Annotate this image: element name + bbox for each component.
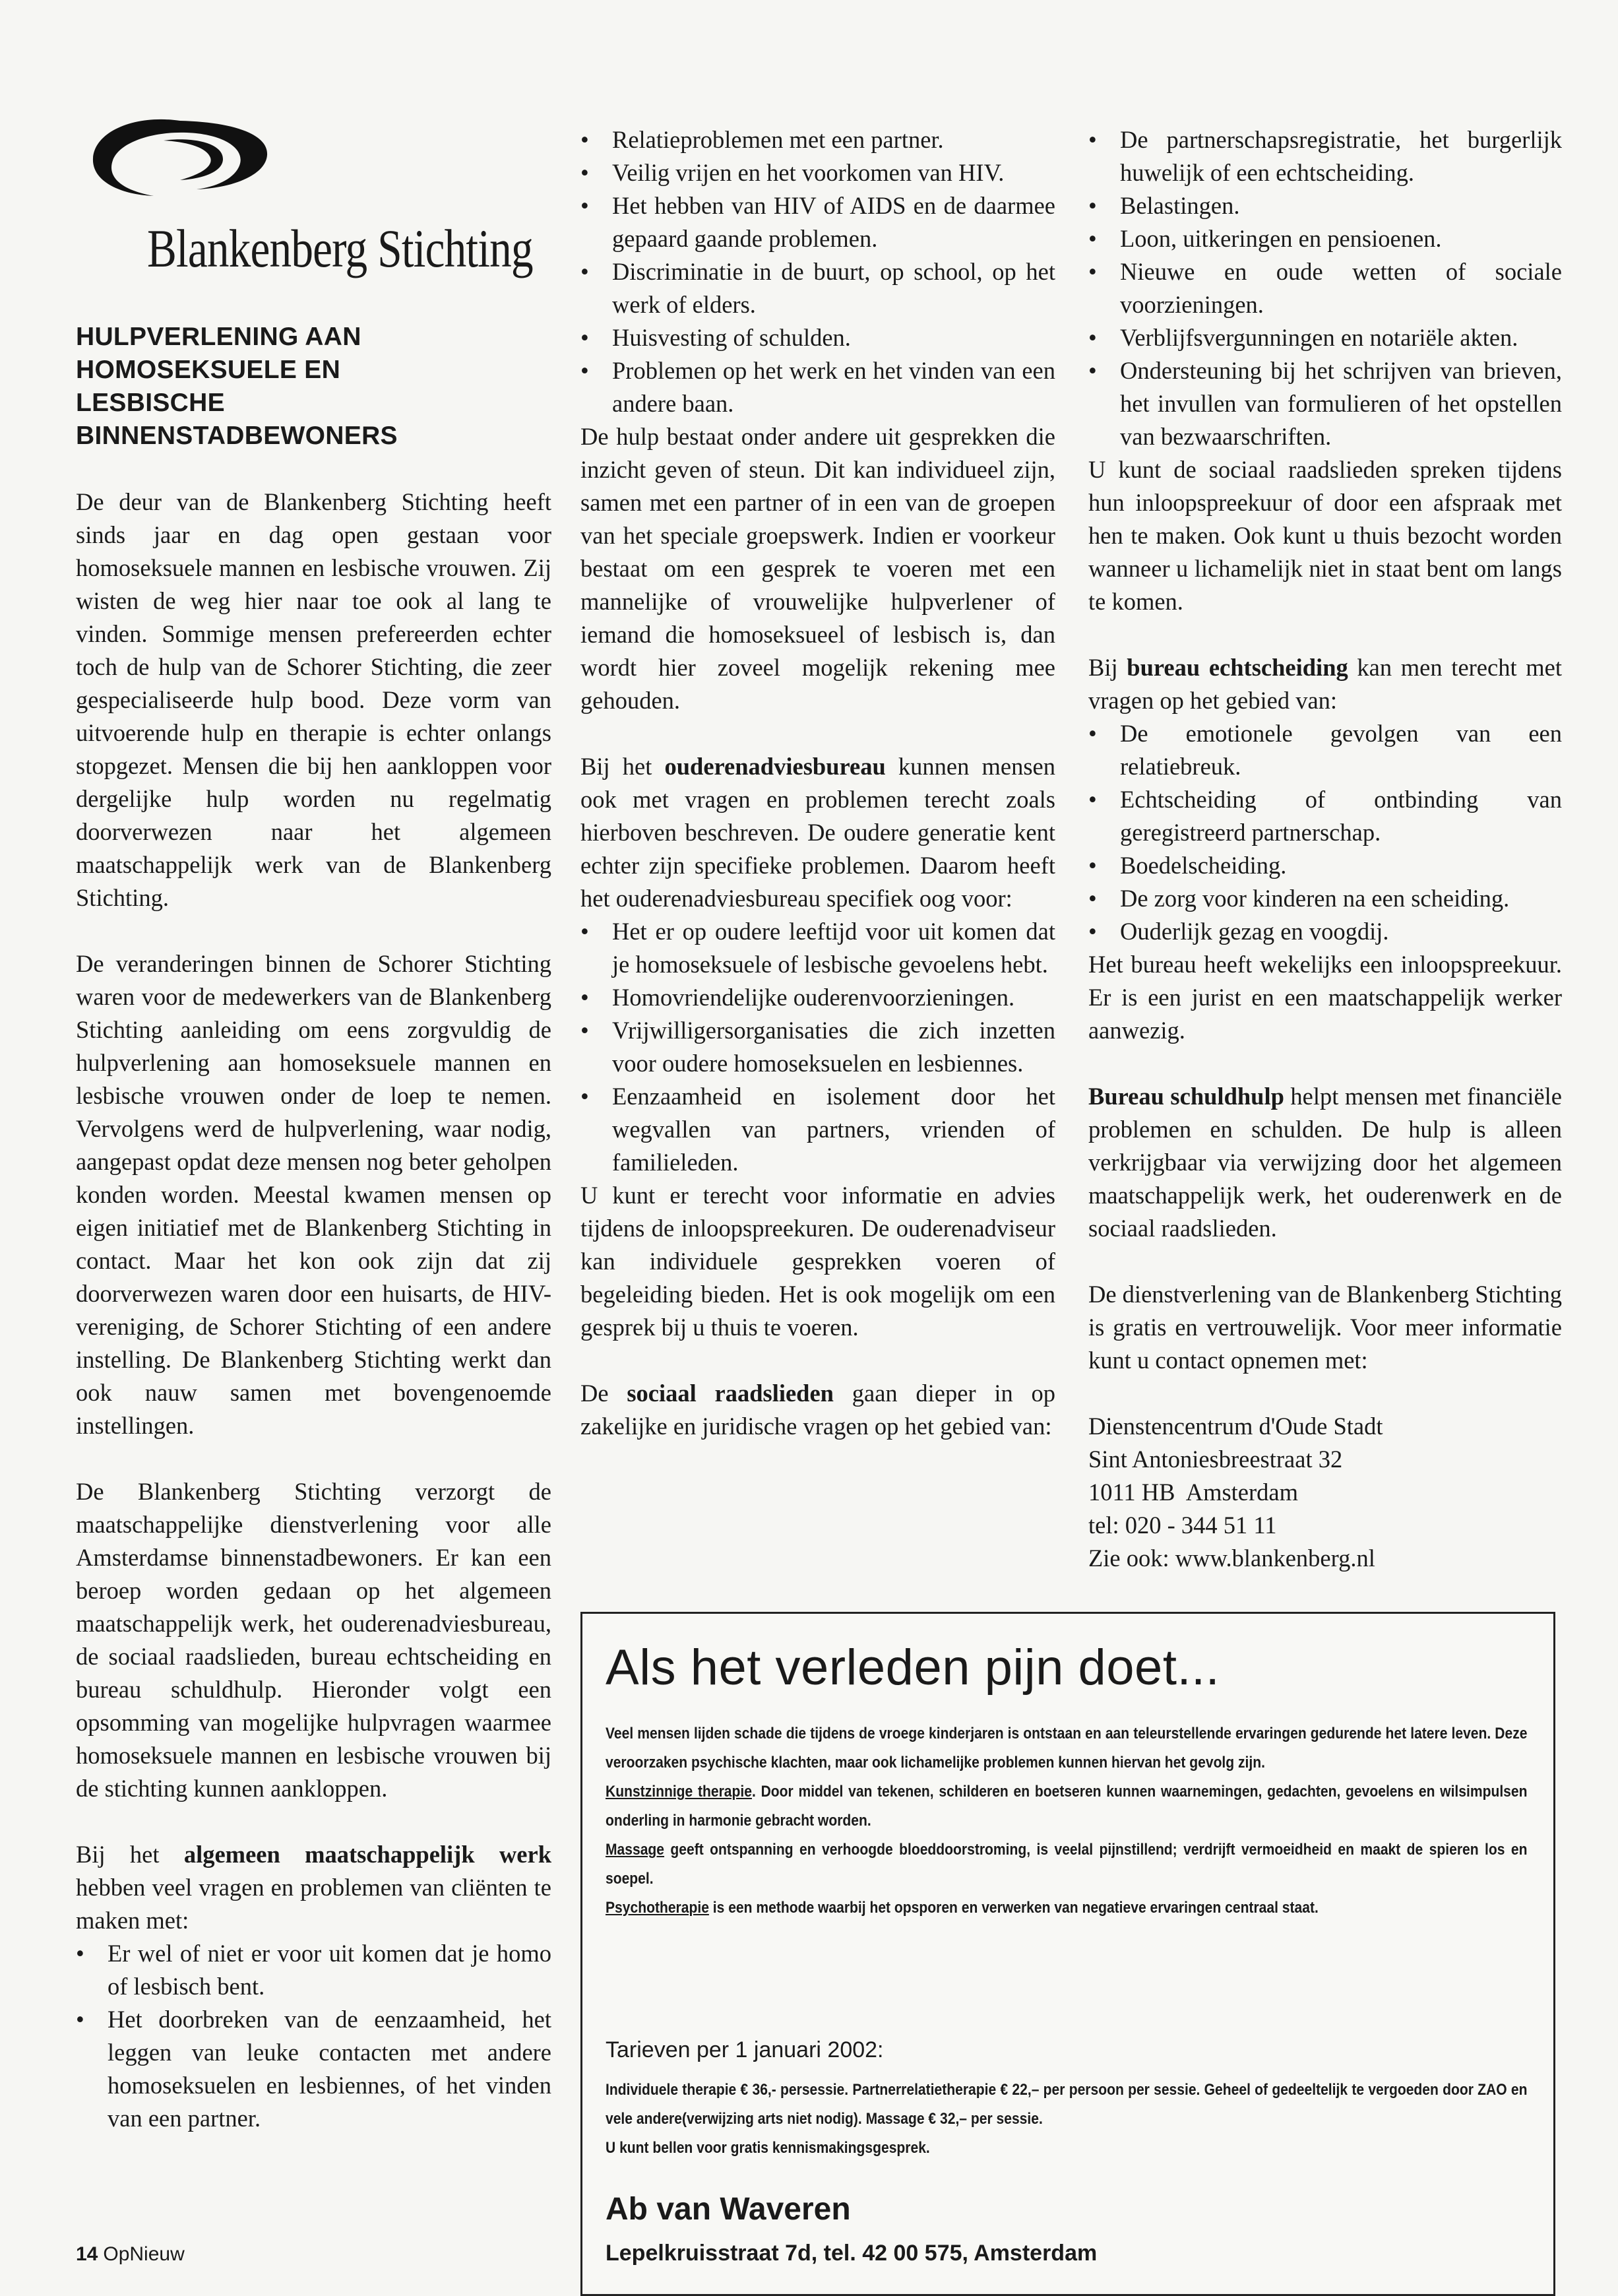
ad-tarieven <box>606 2076 1528 2163</box>
col2-paragraph-4: De sociaal raadslieden gaan dieper in op zakelijke en juridische vragen op het gebied van: <box>580 1380 1055 1440</box>
list-item: • Loon, uitkeringen en pensioenen. <box>1088 222 1562 255</box>
column-3 <box>1088 123 1562 1575</box>
ad-massage: Massage geeft ontspanning en verhoogde bloeddoorstroming, is veelal pijnstillend; verdrijft vermoeidheid en maakt de spieren los en soepel. <box>606 1841 1528 1888</box>
keyword-sociaal-raadslieden: sociaal raadslieden <box>627 1380 834 1407</box>
ad-tarieven-heading: Tarieven per 1 januari 2002: <box>606 2037 884 2062</box>
contact-name: Dienstencentrum d'Oude Stadt <box>1088 1413 1383 1440</box>
column-1 <box>76 321 551 2135</box>
list-item: • Discriminatie in de buurt, op school, op het werk of elders. <box>580 255 1055 321</box>
col1-paragraph-3: De Blankenberg Stichting verzorgt de maatschappelijke dienstverlening voor alle Amsterdamse binnenstadbewoners. Er kan een beroep worden gedaan op het algemeen maatschappelijk werk, het ouderenadviesbureau, de sociaal raadslieden, bureau echtscheiding en bureau schuldhulp. Hieronder volgt een opsomming van mogelijke hulpvragen waarmee homoseksuele mannen en lesbische vrouwen bij de stichting kunnen aankloppen. <box>76 1478 551 1802</box>
col1-paragraph-1: De deur van de Blankenberg Stichting heeft sinds jaar en dag open gestaan voor homoseksuele mannen en lesbische vrouwen. Zij wisten de weg hier naar toe ook al lang te vinden. Sommige mensen prefereerden echter toch de hulp van de Schorer Stichting, die zeer gespecialiseerde hulp bood. Deze vorm van uitvoerende hulp en therapie is echter onlangs stopgezet. Mensen die bij hen aankloppen voor dergelijke hulp worden nu regelmatig doorverwezen naar het algemeen maatschappelijk werk van de Blankenberg Stichting. <box>76 488 551 911</box>
ad-bellen: U kunt bellen voor gratis kennismakingsgesprek. <box>606 2139 930 2157</box>
col2-bullet-list-1 <box>580 123 1055 420</box>
list-item: • De partnerschapsregistratie, het burgerlijk huwelijk of een echtscheiding. <box>1088 123 1562 189</box>
swoosh-ring-logo-icon <box>81 102 279 208</box>
keyword-bureau-echtscheiding: bureau echtscheiding <box>1127 654 1348 681</box>
list-item: • Het hebben van HIV of AIDS en de daarmee gepaard gaande problemen. <box>580 189 1055 255</box>
list-item: • Relatieproblemen met een partner. <box>580 123 1055 156</box>
list-item: • De zorg voor kinderen na een scheiding. <box>1088 882 1562 915</box>
list-item: • Huisvesting of schulden. <box>580 321 1055 354</box>
col1-bullet-list <box>76 1937 551 2135</box>
article-heading <box>76 321 551 453</box>
col2-paragraph-3: U kunt er terecht voor informatie en advies tijdens de inloopspreekuren. De ouderenadviseur kan individuele gesprekken voeren of begeleiding bieden. Het is ook mogelijk om een gesprek bij u thuis te voeren. <box>580 1182 1055 1341</box>
list-item: • Homovriendelijke ouderenvoorzieningen. <box>580 981 1055 1014</box>
col2-paragraph-2: Bij het ouderenadviesbureau kunnen mensen ook met vragen en problemen terecht zoals hierboven beschreven. De oudere generatie kent echter zijn specifieke problemen. Daarom heeft het ouderenadviesbureau specifiek oog voor: <box>580 753 1055 912</box>
blankenberg-logo <box>76 102 538 287</box>
contact-postcode: 1011 HB Amsterdam <box>1088 1479 1299 1506</box>
list-item: • Belastingen. <box>1088 189 1562 222</box>
ad-address: Lepelkruisstraat 7d, tel. 42 00 575, Amsterdam <box>606 2241 1098 2266</box>
list-item: • De emotionele gevolgen van een relatiebreuk. <box>1088 717 1562 783</box>
heading-line-4: BINNENSTADBEWONERS <box>76 422 398 450</box>
heading-line-1: HULPVERLENING AAN <box>76 323 361 351</box>
contact-website[interactable]: Zie ook: www.blankenberg.nl <box>1088 1545 1375 1572</box>
advertisement-box <box>580 1612 1555 2296</box>
col3-bullet-list-1 <box>1088 123 1562 453</box>
ad-psychotherapie: Psychotherapie is een methode waarbij het opsporen en verwerken van negatieve ervaringen centraal staat. <box>606 1899 1319 1917</box>
col3-paragraph-3: Het bureau heeft wekelijks een inloopspreekuur. Er is een jurist en een maatschappelijk werker aanwezig. <box>1088 951 1562 1044</box>
ad-title: Als het verleden pijn doet... <box>606 1640 1220 1696</box>
col1-paragraph-2: De veranderingen binnen de Schorer Stichting waren voor de medewerkers van de Blankenberg Stichting aanleiding om eens zorgvuldig de hulpverlening aan homoseksuele mannen en lesbische vrouwen onder de loep te nemen. Vervolgens werd de hulpverlening, waar nodig, aangepast opdat deze mensen nog beter geholpen konden worden. Meestal kwamen mensen op eigen initiatief met de Blankenberg Stichting in contact. Maar het kon ook zijn dat zij doorverwezen waren door een huisarts, de HIV-vereniging, de Schorer Stichting of een andere instelling. De Blankenberg Stichting werkt dan ook nauw samen met bovengenoemde instellingen. <box>76 950 551 1439</box>
keyword-bureau-schuldhulp: Bureau schuldhulp <box>1088 1083 1284 1110</box>
ad-kunstzinnige-therapie: Kunstzinnige therapie. Door middel van tekenen, schilderen en boetseren kunnen waarnemingen, gedachten, gevoelens en wilsimpulsen onderling in harmonie gebracht worden. <box>606 1783 1528 1830</box>
col2-bullet-list-2 <box>580 915 1055 1179</box>
col1-paragraph-4: Bij het algemeen maatschappelijk werk hebben veel vragen en problemen van cliënten te maken met: <box>76 1841 551 1934</box>
col2-paragraph-1: De hulp bestaat onder andere uit gesprekken die inzicht geven of steun. Dit kan individueel zijn, samen met een partner of in een van de groepen van het speciale groepswerk. Indien er voorkeur bestaat om een gesprek te voeren met een mannelijke of vrouwelijke hulpverlener of iemand die homoseksueel of lesbisch is, dan wordt hier zoveel mogelijk rekening mee gehouden. <box>580 423 1055 714</box>
contact-street: Sint Antoniesbreestraat 32 <box>1088 1446 1343 1473</box>
list-item: • Nieuwe en oude wetten of sociale voorzieningen. <box>1088 255 1562 321</box>
page-number: 14 <box>76 2243 98 2265</box>
col3-bullet-list-2 <box>1088 717 1562 948</box>
ad-name: Ab van Waveren <box>606 2192 851 2227</box>
list-item: • Ouderlijk gezag en voogdij. <box>1088 915 1562 948</box>
list-item: • Ondersteuning bij het schrijven van brieven, het invullen van formulieren of het opstellen van bezwaarschriften. <box>1088 354 1562 453</box>
list-item: • Boedelscheiding. <box>1088 849 1562 882</box>
list-item: • Verblijfsvergunningen en notariële akten. <box>1088 321 1562 354</box>
ad-intro: Veel mensen lijden schade die tijdens de vroege kinderjaren is ontstaan en aan teleurstellende ervaringen gedurende het latere leven. Deze veroorzaken psychische klachten, maar ook lichamelijke problemen kunnen hiervan het gevolg zijn. <box>606 1725 1528 1771</box>
col3-paragraph-1: U kunt de sociaal raadslieden spreken tijdens hun inloopspreekuur of door een afspraak met hen te maken. Ook kunt u thuis bezocht worden wanneer u lichamelijk niet in staat bent om langs te komen. <box>1088 456 1562 615</box>
col3-paragraph-2: Bij bureau echtscheiding kan men terecht met vragen op het gebied van: <box>1088 654 1562 714</box>
logo-name: Blankenberg Stichting <box>147 218 533 278</box>
list-item: • Veilig vrijen en het voorkomen van HIV. <box>580 156 1055 189</box>
page-footer <box>76 2243 185 2266</box>
column-2 <box>580 123 1055 1443</box>
heading-line-2: HOMOSEKSUELE EN <box>76 356 341 384</box>
magazine-name: OpNieuw <box>103 2243 185 2265</box>
contact-block <box>1088 1410 1562 1575</box>
ad-body <box>606 1719 1528 1923</box>
col3-paragraph-5: De dienstverlening van de Blankenberg Stichting is gratis en vertrouwelijk. Voor meer informatie kunt u contact opnemen met: <box>1088 1281 1563 1374</box>
heading-line-3: LESBISCHE <box>76 389 225 417</box>
list-item: • Echtscheiding of ontbinding van geregistreerd partnerschap. <box>1088 783 1562 849</box>
col3-paragraph-4: Bureau schuldhulp helpt mensen met financiële problemen en schulden. De hulp is alleen verkrijgbaar via verwijzing door het algemeen maatschappelijk werk, het ouderenwerk en de sociaal raadslieden. <box>1088 1083 1562 1242</box>
list-item: • Problemen op het werk en het vinden van een andere baan. <box>580 354 1055 420</box>
keyword-algemeen-maatschappelijk-werk: algemeen maatschappelijk werk <box>183 1841 551 1868</box>
list-item: • Eenzaamheid en isolement door het wegvallen van partners, vrienden of familieleden. <box>580 1080 1055 1179</box>
list-item: • Het doorbreken van de eenzaamheid, het leggen van leuke contacten met andere homoseksuelen en lesbiennes, of het vinden van een partner. <box>76 2003 551 2135</box>
list-item: • Het er op oudere leeftijd voor uit komen dat je homoseksuele of lesbische gevoelens hebt. <box>580 915 1055 981</box>
list-item: • Vrijwilligersorganisaties die zich inzetten voor oudere homoseksuelen en lesbiennes. <box>580 1014 1055 1080</box>
contact-phone: tel: 020 - 344 51 11 <box>1088 1512 1277 1539</box>
list-item: • Er wel of niet er voor uit komen dat je homo of lesbisch bent. <box>76 1937 551 2003</box>
keyword-ouderenadviesbureau: ouderenadviesbureau <box>664 753 886 780</box>
ad-tarieven-text: Individuele therapie € 36,- persessie. Partnerrelatietherapie € 22,– per persoon per sessie. Geheel of gedeeltelijk te vergoeden door ZAO en vele andere(verwijzing arts niet nodig). Massage € 32,– per sessie. <box>606 2081 1528 2128</box>
